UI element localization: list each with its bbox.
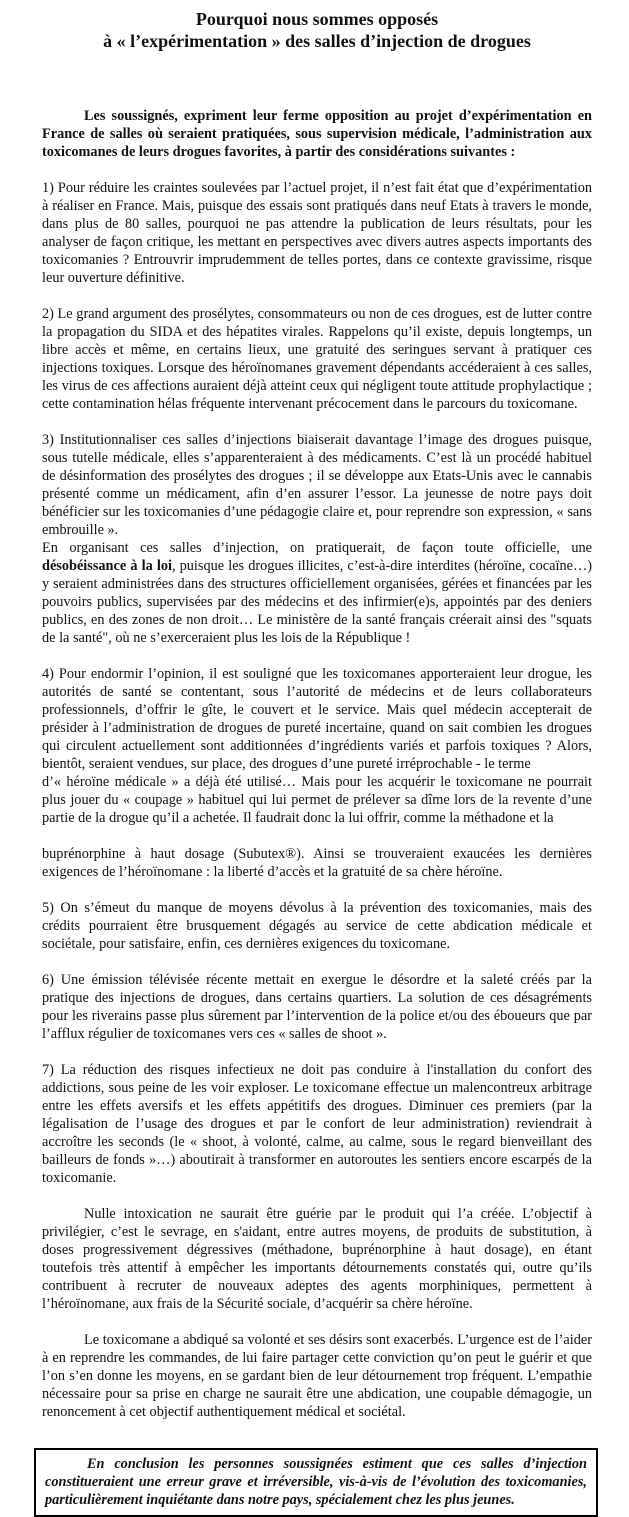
paragraph-3b-text-after: , puisque les drogues illicites, c’est-à-dire interdites (héroïne, cocaïne…) y seraient administrées dans des structures officiellement organisées, gérées et financées par les pouvoirs publics, supervisées par des médecins et des infirmier(e)s, appointés par des deniers publics, en des zones de non droit… Le ministère de la santé français créerait ainsi des "squats de la santé", où ne s’exerceraient plus les lois de la République !	[42, 558, 592, 646]
paragraph-7: 7) La réduction des risques infectieux ne doit pas conduire à l'installation du confort des addictions, sous peine de les voir exploser. Le toxicomane effectue un malencontreux arbitrage entre les effets aversifs et les effets appétitifs des drogues. Diminuer ces premiers (par la légalisation de l’usage des drogues et par le confort de leur administration) reviendrait à accroître les seconds (le « shoot, à volonté, calme, au calme, sous le regard bienveillant des bailleurs de fonds »…) aboutirait à transformer en autoroutes les sentiers encore escarpés de la toxicomanie.	[42, 1062, 592, 1186]
paragraph-3-continuation	[42, 539, 592, 647]
conclusion-box	[34, 1448, 598, 1517]
paragraph-3b-text-before: En organisant ces salles d’injection, on pratiquerait, de façon toute officielle, une	[42, 540, 592, 556]
paragraph-8: Nulle intoxication ne saurait être guérie par le produit qui l’a créée. L’objectif à privilégier, c’est le sevrage, en s'aidant, entre autres moyens, de produits de substitution, à doses progressivement dégressives (méthadone, buprénorphine à haut dosage), en étant toutefois très attentif à empêcher les importants détournements constatés qui, outre qu’ils contribuent à recruter de nouveaux adeptes des agents morphiniques, permettent à l’héroïnomane, aux frais de la Sécurité sociale, d’acquérir sa chère héroïne.	[42, 1206, 592, 1312]
paragraph-5: 5) On s’émeut du manque de moyens dévolus à la prévention des toxicomanies, mais des crédits pourraient être brusquement dégagés au service de cette abdication médicale et sociétale, pour satisfaire, enfin, ces dernières exigences du toxicomane.	[42, 900, 592, 952]
paragraph-4-end: buprénorphine à haut dosage (Subutex®). Ainsi se trouveraient exaucées les dernières exigences de l’héroïnomane : la liberté d’accès et la gratuité de sa chère héroïne.	[42, 846, 592, 880]
paragraph-4: 4) Pour endormir l’opinion, il est souligné que les toxicomanes apporteraient leur drogue, les autorités de santé se contentant, sous l’autorité de médecins et de leurs collaborateurs professionnels, d’offrir le gîte, le couvert et le service. Mais quel médecin accepterait de présider à l’administration de drogues de pureté incertaine, quand on sait combien les drogues qui circulent actuellement sont additionnées d’ingrédients variés et parfois toxiques ? Alors, bientôt, seraient vendues, sur place, des drogues d’une pureté irréprochable - le terme	[42, 666, 592, 772]
paragraph-6: 6) Une émission télévisée récente mettait en exergue le désordre et la saleté créés par la pratique des injections de drogues, dans certains quartiers. La solution de ces désagréments pour les riverains passe plus sûrement par l’intervention de la police et/ou des éboueurs que par l’afflux régulier de toxicomanes vers ces « salles de shoot ».	[42, 972, 592, 1042]
paragraph-9: Le toxicomane a abdiqué sa volonté et ses désirs sont exacerbés. L’urgence est de l’aider à en reprendre les commandes, de lui faire partager cette conviction qu’on peut le guérir et que l’on s’en donne les moyens, en se gardant bien de leur détournement trop fréquent. L’empathie nécessaire pour sa prise en charge ne saurait être une abdication, une coupable démagogie, un renoncement à cet objectif authentiquement médical et sociétal.	[42, 1332, 592, 1420]
title-line-2: à « l’expérimentation » des salles d’injection de drogues	[103, 31, 531, 51]
paragraph-2: 2) Le grand argument des prosélytes, consommateurs ou non de ces drogues, est de lutter contre la propagation du SIDA et des hépatites virales. Rappelons qu’il existe, depuis longtemps, un libre accès et même, en certains lieux, une gratuité des seringues servant à pratiquer ces injections toxiques. Lorsque des héroïnomanes gravement dépendants accéderaient à ces salles, les virus de ces affections auraient déjà atteint ceux qui négligent toute attitude prophylactique ; cette contamination hélas fréquente intervenant précocement dans le parcours du toxicomane.	[42, 306, 592, 412]
intro-paragraph: Les soussignés, expriment leur ferme opposition au projet d’expérimentation en France de salles où seraient pratiquées, sous supervision médicale, l’administration aux toxicomanes de leurs drogues favorites, à partir des considérations suivantes :	[42, 108, 592, 160]
paragraph-3b-bold-phrase: désobéissance à la loi	[42, 558, 172, 574]
paragraph-1: 1) Pour réduire les craintes soulevées par l’actuel projet, il n’est fait état que d’expérimentation à réaliser en France. Mais, puisque des essais sont pratiqués dans neuf Etats à travers le monde, dans plus de 80 salles, pourquoi ne pas attendre la publication de leurs résultats, pour les analyser de façon critique, les mettant en perspectives avec divers autres aspects importants des toxicomanies ? Entrouvrir imprudemment de telles portes, dans ce contexte gravissime, risque leur ouverture définitive.	[42, 180, 592, 286]
paragraph-4-continuation: d’« héroïne médicale » a déjà été utilisé… Mais pour les acquérir le toxicomane ne pourrait plus jouer du « coupage » habituel qui lui permet de prélever sa dîme lors de la revente d’une partie de la drogue qu’il a achetée. Il faudrait donc la lui offrir, comme la méthadone et la	[42, 774, 592, 826]
title-line-1: Pourquoi nous sommes opposés	[195, 9, 439, 29]
conclusion-text: En conclusion les personnes soussignées estiment que ces salles d’injection constitueraient une erreur grave et irréversible, vis-à-vis de l’évolution des toxicomanies, particulièrement inquiétante dans notre pays, spécialement chez les plus jeunes.	[45, 1456, 587, 1508]
paragraph-3: 3) Institutionnaliser ces salles d’injections biaiserait davantage l’image des drogues puisque, sous tutelle médicale, elles s’apparenteraient à des médicaments. C’est là un procédé habituel de désinformation des prosélytes des drogues ; il se développe aux Etats-Unis avec le cannabis présenté comme un médicament, afin d’en assurer l’essor. La jeunesse de notre pays doit bénéficier sur les toxicomanies d’une pédagogie claire et, pour reprendre son expression, « sans embrouille ».	[42, 432, 592, 538]
page-title	[42, 8, 592, 52]
